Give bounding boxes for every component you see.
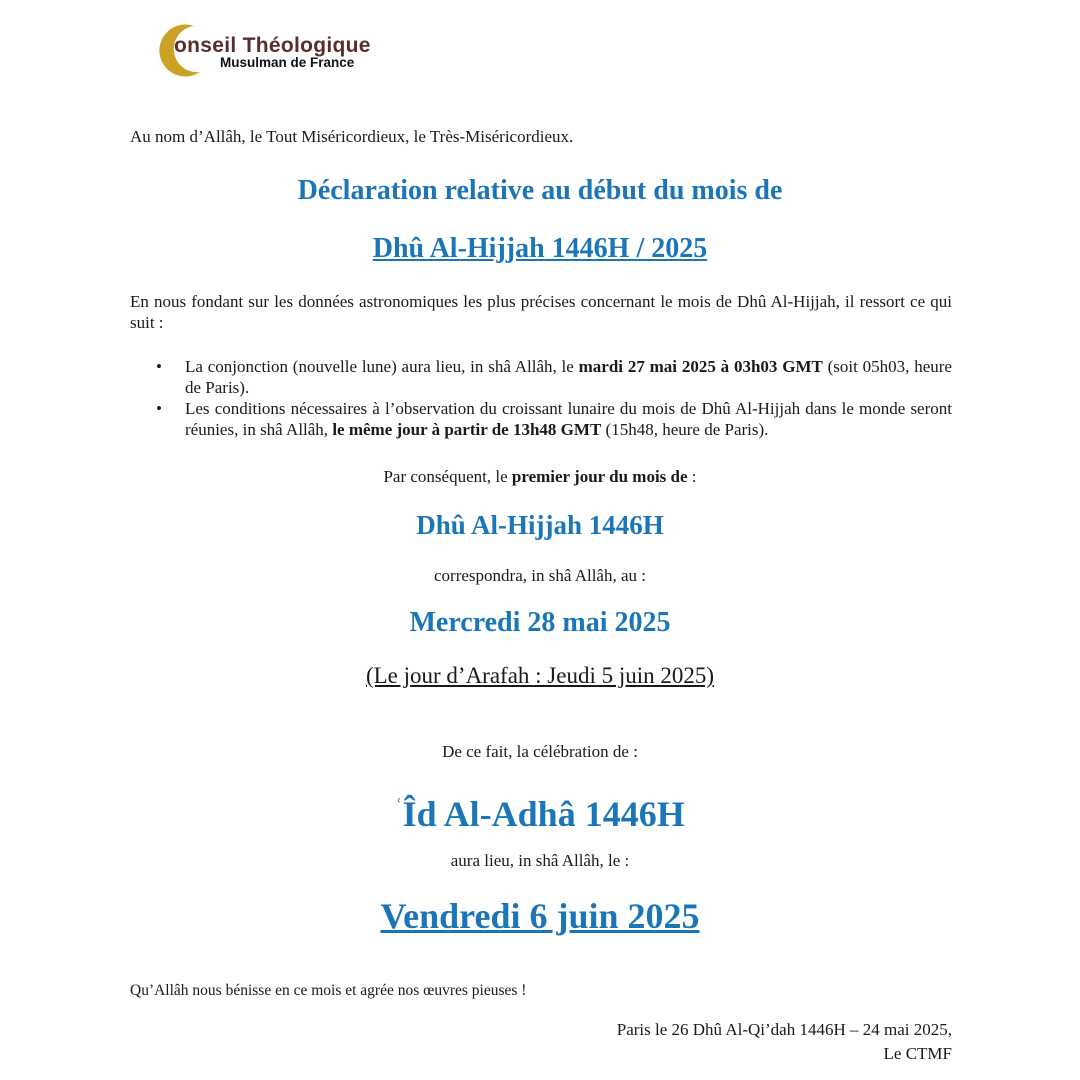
celebration-intro: De ce fait, la célébration de :: [442, 742, 638, 761]
bullet-bold: le même jour à partir de 13h48 GMT: [332, 420, 602, 439]
bullet-text-end: (15h48, heure de Paris).: [601, 420, 769, 439]
eid-title: [0, 784, 1080, 837]
logo-subtitle: Musulman de France: [220, 55, 355, 70]
bullet-icon: •: [156, 399, 162, 418]
eid-mark: ʿ: [395, 794, 403, 819]
blessing: Qu’Allâh nous bénisse en ce mois et agrée nos œuvres pieuses !: [130, 982, 527, 999]
will-take-place: aura lieu, in shâ Allâh, le :: [450, 851, 630, 870]
signature-signer: Le CTMF: [883, 1044, 952, 1063]
consequence-pre: Par conséquent, le: [383, 467, 512, 486]
arafah-line: [0, 661, 1080, 691]
bullet-bold: mardi 27 mai 2025 à 03h03 GMT: [578, 357, 823, 376]
eid-date: Vendredi 6 juin 2025: [380, 896, 700, 936]
arafah-text: (Le jour d’Arafah : Jeudi 5 juin 2025): [365, 663, 715, 688]
conditions-list: [150, 356, 952, 440]
month-name: Dhû Al-Hijjah 1446H: [416, 510, 664, 540]
list-item: [150, 398, 952, 440]
signature-place-date: Paris le 26 Dhû Al-Qi’dah 1446H – 24 mai 2025,: [616, 1020, 952, 1039]
heading-line2: [0, 231, 1080, 267]
heading-line1: Déclaration relative au début du mois de: [297, 175, 783, 206]
basmala: Au nom d’Allâh, le Tout Miséricordieux, le Très-Miséricordieux.: [130, 127, 574, 146]
bullet-text: La conjonction (nouvelle lune) aura lieu, in shâ Allâh, le: [185, 357, 579, 376]
intro-paragraph: En nous fondant sur les données astronomiques les plus précises concernant le mois de Dhû Al-Hijjah, il ressort ce qui suit :: [130, 292, 952, 332]
logo-title: onseil Théologique: [174, 34, 371, 57]
consequence-post: :: [687, 467, 697, 486]
eid-date-line: [0, 893, 1080, 939]
list-item: [150, 356, 952, 398]
first-day-date: Mercredi 28 mai 2025: [409, 607, 671, 638]
consequence-line: [0, 466, 1080, 487]
bullet-icon: •: [156, 357, 162, 376]
heading-month-year: Dhû Al-Hijjah 1446H / 2025: [372, 233, 708, 264]
consequence-bold: premier jour du mois de: [511, 467, 688, 486]
eid-name: Îd Al-Adhâ 1446H: [402, 794, 685, 834]
bullet-text-end: (soit 05h03, heure de Paris).: [185, 357, 952, 397]
bullet-text: Les conditions nécessaires à l’observation du croissant lunaire du mois de Dhû Al-Hijjah dans le monde seront réunies, in shâ Allâh,: [185, 399, 952, 439]
logo: [148, 22, 468, 78]
corresponds-line: correspondra, in shâ Allâh, au :: [434, 566, 646, 585]
